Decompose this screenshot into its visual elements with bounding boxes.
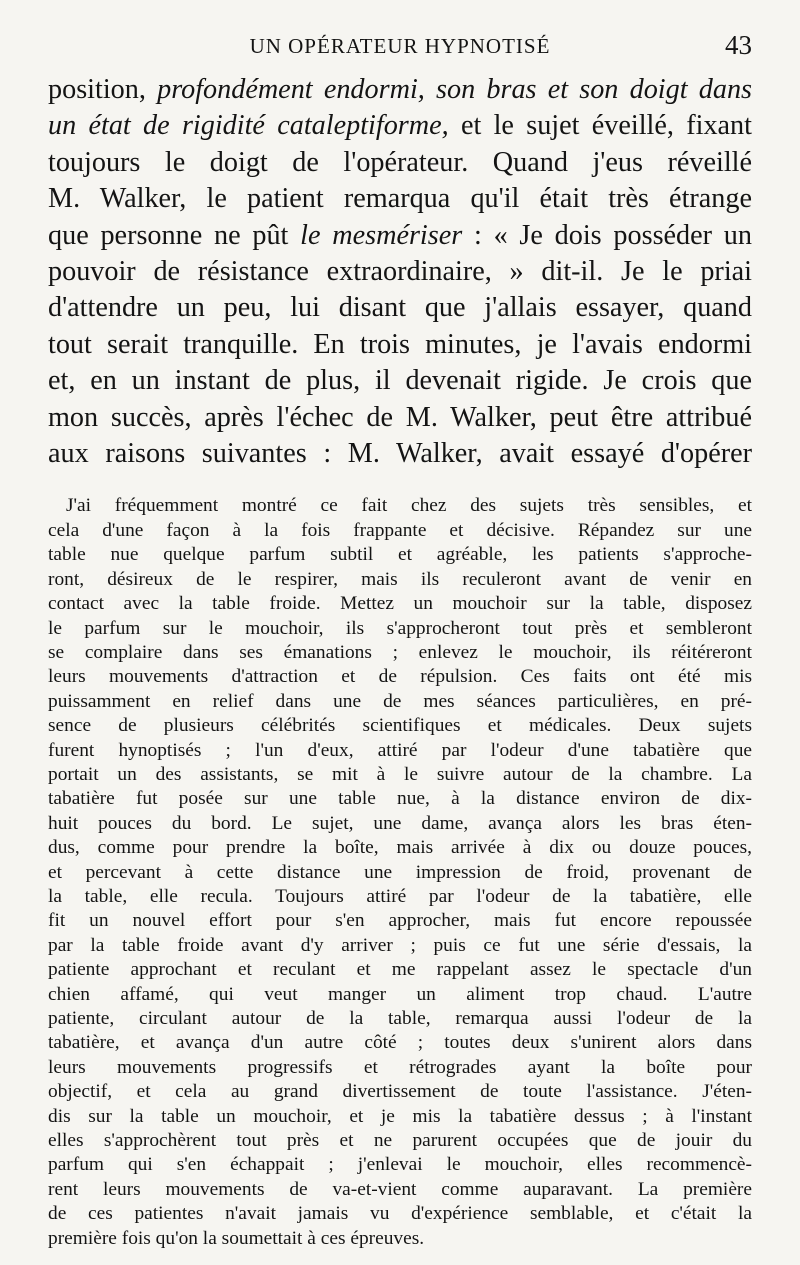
footnote-text — [48, 494, 752, 1251]
footnote-line: la table, elle recula. Toujours attiré par l'odeur de la tabatière, elle — [48, 885, 752, 907]
footnote-line: portait un des assistants, se mit à le suivre autour de la chambre. La — [48, 763, 752, 785]
body-line-content — [48, 183, 752, 214]
body-text-run: que personne ne pût — [48, 219, 301, 251]
footnote-line: chien affamé, qui veut manger un aliment trop chaud. L'autre — [48, 983, 752, 1005]
running-title: UN OPÉRATEUR HYPNOTISÉ — [249, 34, 551, 58]
body-line-content — [48, 220, 752, 251]
body-line — [48, 145, 752, 181]
footnote-line: table nue quelque parfum subtil et agréable, les patients s'approche- — [48, 544, 752, 566]
body-line — [48, 363, 752, 399]
footnote-line: tabatière fut posée sur une table nue, à la distance environ de dix- — [48, 788, 752, 810]
body-text-run: mon succès, après l'échec de M. Walker, peut être attribué — [48, 401, 752, 433]
body-line — [48, 290, 752, 326]
body-line-content — [48, 74, 752, 105]
body-line-content — [48, 147, 752, 178]
footnote-line: patiente approchant et reculant et me rappelant assez le spectacle d'un — [48, 959, 752, 981]
body-text-run: position, — [48, 74, 158, 105]
footnote-line: puissamment en relief dans une de mes séances particulières, en pré- — [48, 690, 752, 712]
footnote-line: tabatière, et avança d'un autre côté ; toutes deux s'unirent alors dans — [48, 1032, 752, 1054]
body-line-content — [48, 438, 752, 469]
italic-text-run: un état de rigidité cataleptiforme, — [48, 110, 449, 142]
body-line-content — [48, 329, 752, 360]
body-text-run: et le sujet éveillé, fixant — [448, 110, 752, 142]
page-header — [48, 28, 752, 72]
footnote-line: leurs mouvements d'attraction et de répulsion. Ces faits ont été mis — [48, 666, 752, 688]
body-text-run: tout serait tranquille. En trois minutes, je l'avais endormi — [48, 328, 752, 360]
footnote-line: première fois qu'on la soumettait à ces épreuves. — [48, 1227, 425, 1249]
body-line — [48, 327, 752, 363]
footnote-line: le parfum sur le mouchoir, ils s'approcheront tout près et sembleront — [48, 617, 752, 639]
body-text-run: aux raisons suivantes : M. Walker, avait essayé d'opérer — [48, 438, 752, 470]
body-line — [48, 72, 752, 108]
footnote-line: huit pouces du bord. Le sujet, une dame, avança alors les bras éten- — [48, 812, 752, 834]
page-number: 43 — [725, 30, 752, 60]
footnote-line: rent leurs mouvements de va-et-vient comme auparavant. La première — [48, 1178, 752, 1200]
body-line — [48, 254, 752, 290]
footnote-line: furent hynoptisés ; l'un d'eux, attiré par l'odeur d'une tabatière que — [48, 739, 752, 761]
body-line-content — [48, 110, 752, 141]
body-text-run: M. Walker, le patient remarqua qu'il était très étrange — [48, 183, 752, 215]
italic-text-run: profondément endormi, son bras et son doigt dans — [157, 74, 753, 105]
footnote-line: J'ai fréquemment montré ce fait chez des sujets très sensibles, et — [66, 495, 752, 517]
body-line — [48, 181, 752, 217]
footnote-line: objectif, et cela au grand divertissement de toute l'assistance. J'éten- — [48, 1081, 752, 1103]
footnote-line: ront, désireux de le respirer, mais ils reculeront avant de venir en — [48, 568, 752, 590]
body-line — [48, 436, 752, 472]
footnote-line: fit un nouvel effort pour s'en approcher, mais fut encore repoussée — [48, 910, 752, 932]
footnote-line: elles s'approchèrent tout près et ne parurent occupées que de jouir du — [48, 1130, 752, 1152]
body-text-run: et, en un instant de plus, il devenait rigide. Je crois que — [48, 365, 752, 397]
book-page — [48, 28, 752, 1251]
footnote-line: parfum qui s'en échappait ; j'enlevai le mouchoir, elles recommencè- — [48, 1154, 752, 1176]
body-text-run: pouvoir de résistance extraordinaire, » dit-il. Je le priai — [48, 256, 752, 288]
body-line — [48, 218, 752, 254]
footnote-line: sence de plusieurs célébrités scientifiques et médicales. Deux sujets — [48, 715, 752, 737]
footnote-line: dus, comme pour prendre la boîte, mais arrivée à dix ou douze pouces, — [48, 837, 752, 859]
footnote-line: leurs mouvements progressifs et rétrogrades ayant la boîte pour — [48, 1056, 752, 1078]
italic-text-run: le mesmériser — [300, 219, 463, 251]
footnote-line: par la table froide avant d'y arriver ; puis ce fut une série d'essais, la — [48, 934, 752, 956]
body-line — [48, 400, 752, 436]
footnote-line: patiente, circulant autour de la table, remarqua aussi l'odeur de la — [48, 1008, 752, 1029]
body-line-content — [48, 365, 752, 396]
body-line-content — [48, 292, 752, 323]
body-line-content — [48, 256, 752, 287]
footnote-line: de ces patientes n'avait jamais vu d'expérience semblable, et c'était la — [48, 1203, 752, 1225]
body-text-run: toujours le doigt de l'opérateur. Quand j'eus réveillé — [48, 146, 752, 178]
body-text-run: : « Je dois posséder un — [462, 219, 752, 251]
footnote-line: dis sur la table un mouchoir, et je mis la tabatière dessus ; à l'instant — [48, 1105, 752, 1127]
body-line-content — [48, 402, 752, 433]
body-line — [48, 108, 752, 144]
footnote-line: se complaire dans ses émanations ; enlevez le mouchoir, ils réitéreront — [48, 641, 752, 663]
footnote-line: contact avec la table froide. Mettez un mouchoir sur la table, disposez — [48, 593, 752, 615]
main-text — [48, 72, 752, 472]
footnote-line: et percevant à cette distance une impression de froid, provenant de — [48, 861, 752, 883]
body-text-run: d'attendre un peu, lui disant que j'allais essayer, quand — [48, 292, 752, 324]
footnote-line: cela d'une façon à la fois frappante et décisive. Répandez sur une — [48, 519, 752, 541]
